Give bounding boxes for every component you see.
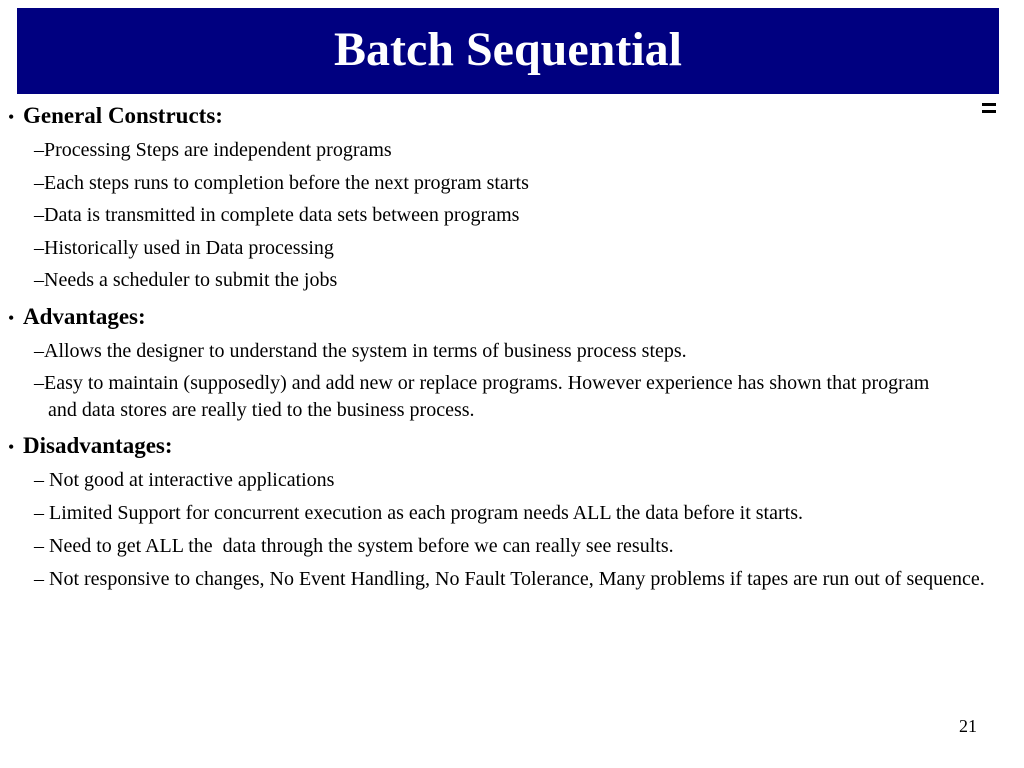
- bullet-icon: •: [8, 107, 15, 127]
- disadvantages-item-3: – Need to get ALL the data through the system before we can really see results.: [34, 535, 674, 557]
- general-item-2: –Each steps runs to completion before the next program starts: [34, 172, 529, 194]
- general-item-1: –Processing Steps are independent programs: [34, 139, 392, 161]
- advantages-item-2: –Easy to maintain (supposedly) and add new or replace programs. However experience has shown that program and data stores are really tied to the business process.: [34, 372, 935, 421]
- bullet-icon: •: [8, 437, 15, 457]
- general-constructs-heading: • General Constructs:: [8, 102, 223, 131]
- disadvantages-item-4: – Not responsive to changes, No Event Handling, No Fault Tolerance, Many problems if tapes are run out of sequence.: [34, 568, 985, 590]
- bullet-icon: •: [8, 308, 15, 328]
- advantages-item-1: –Allows the designer to understand the system in terms of business process steps.: [34, 340, 687, 362]
- advantages-heading: • Advantages:: [8, 303, 146, 332]
- general-item-3: –Data is transmitted in complete data sets between programs: [34, 204, 520, 226]
- slide-title: Batch Sequential: [333, 22, 683, 76]
- disadvantages-heading: • Disadvantages:: [8, 432, 173, 461]
- disadvantages-item-2: – Limited Support for concurrent execution as each program needs ALL the data before it starts.: [34, 502, 803, 524]
- disadvantages-item-1: – Not good at interactive applications: [34, 469, 335, 491]
- general-item-5: –Needs a scheduler to submit the jobs: [34, 269, 338, 291]
- general-item-4: –Historically used in Data processing: [34, 237, 334, 259]
- page-number: 21: [959, 716, 977, 736]
